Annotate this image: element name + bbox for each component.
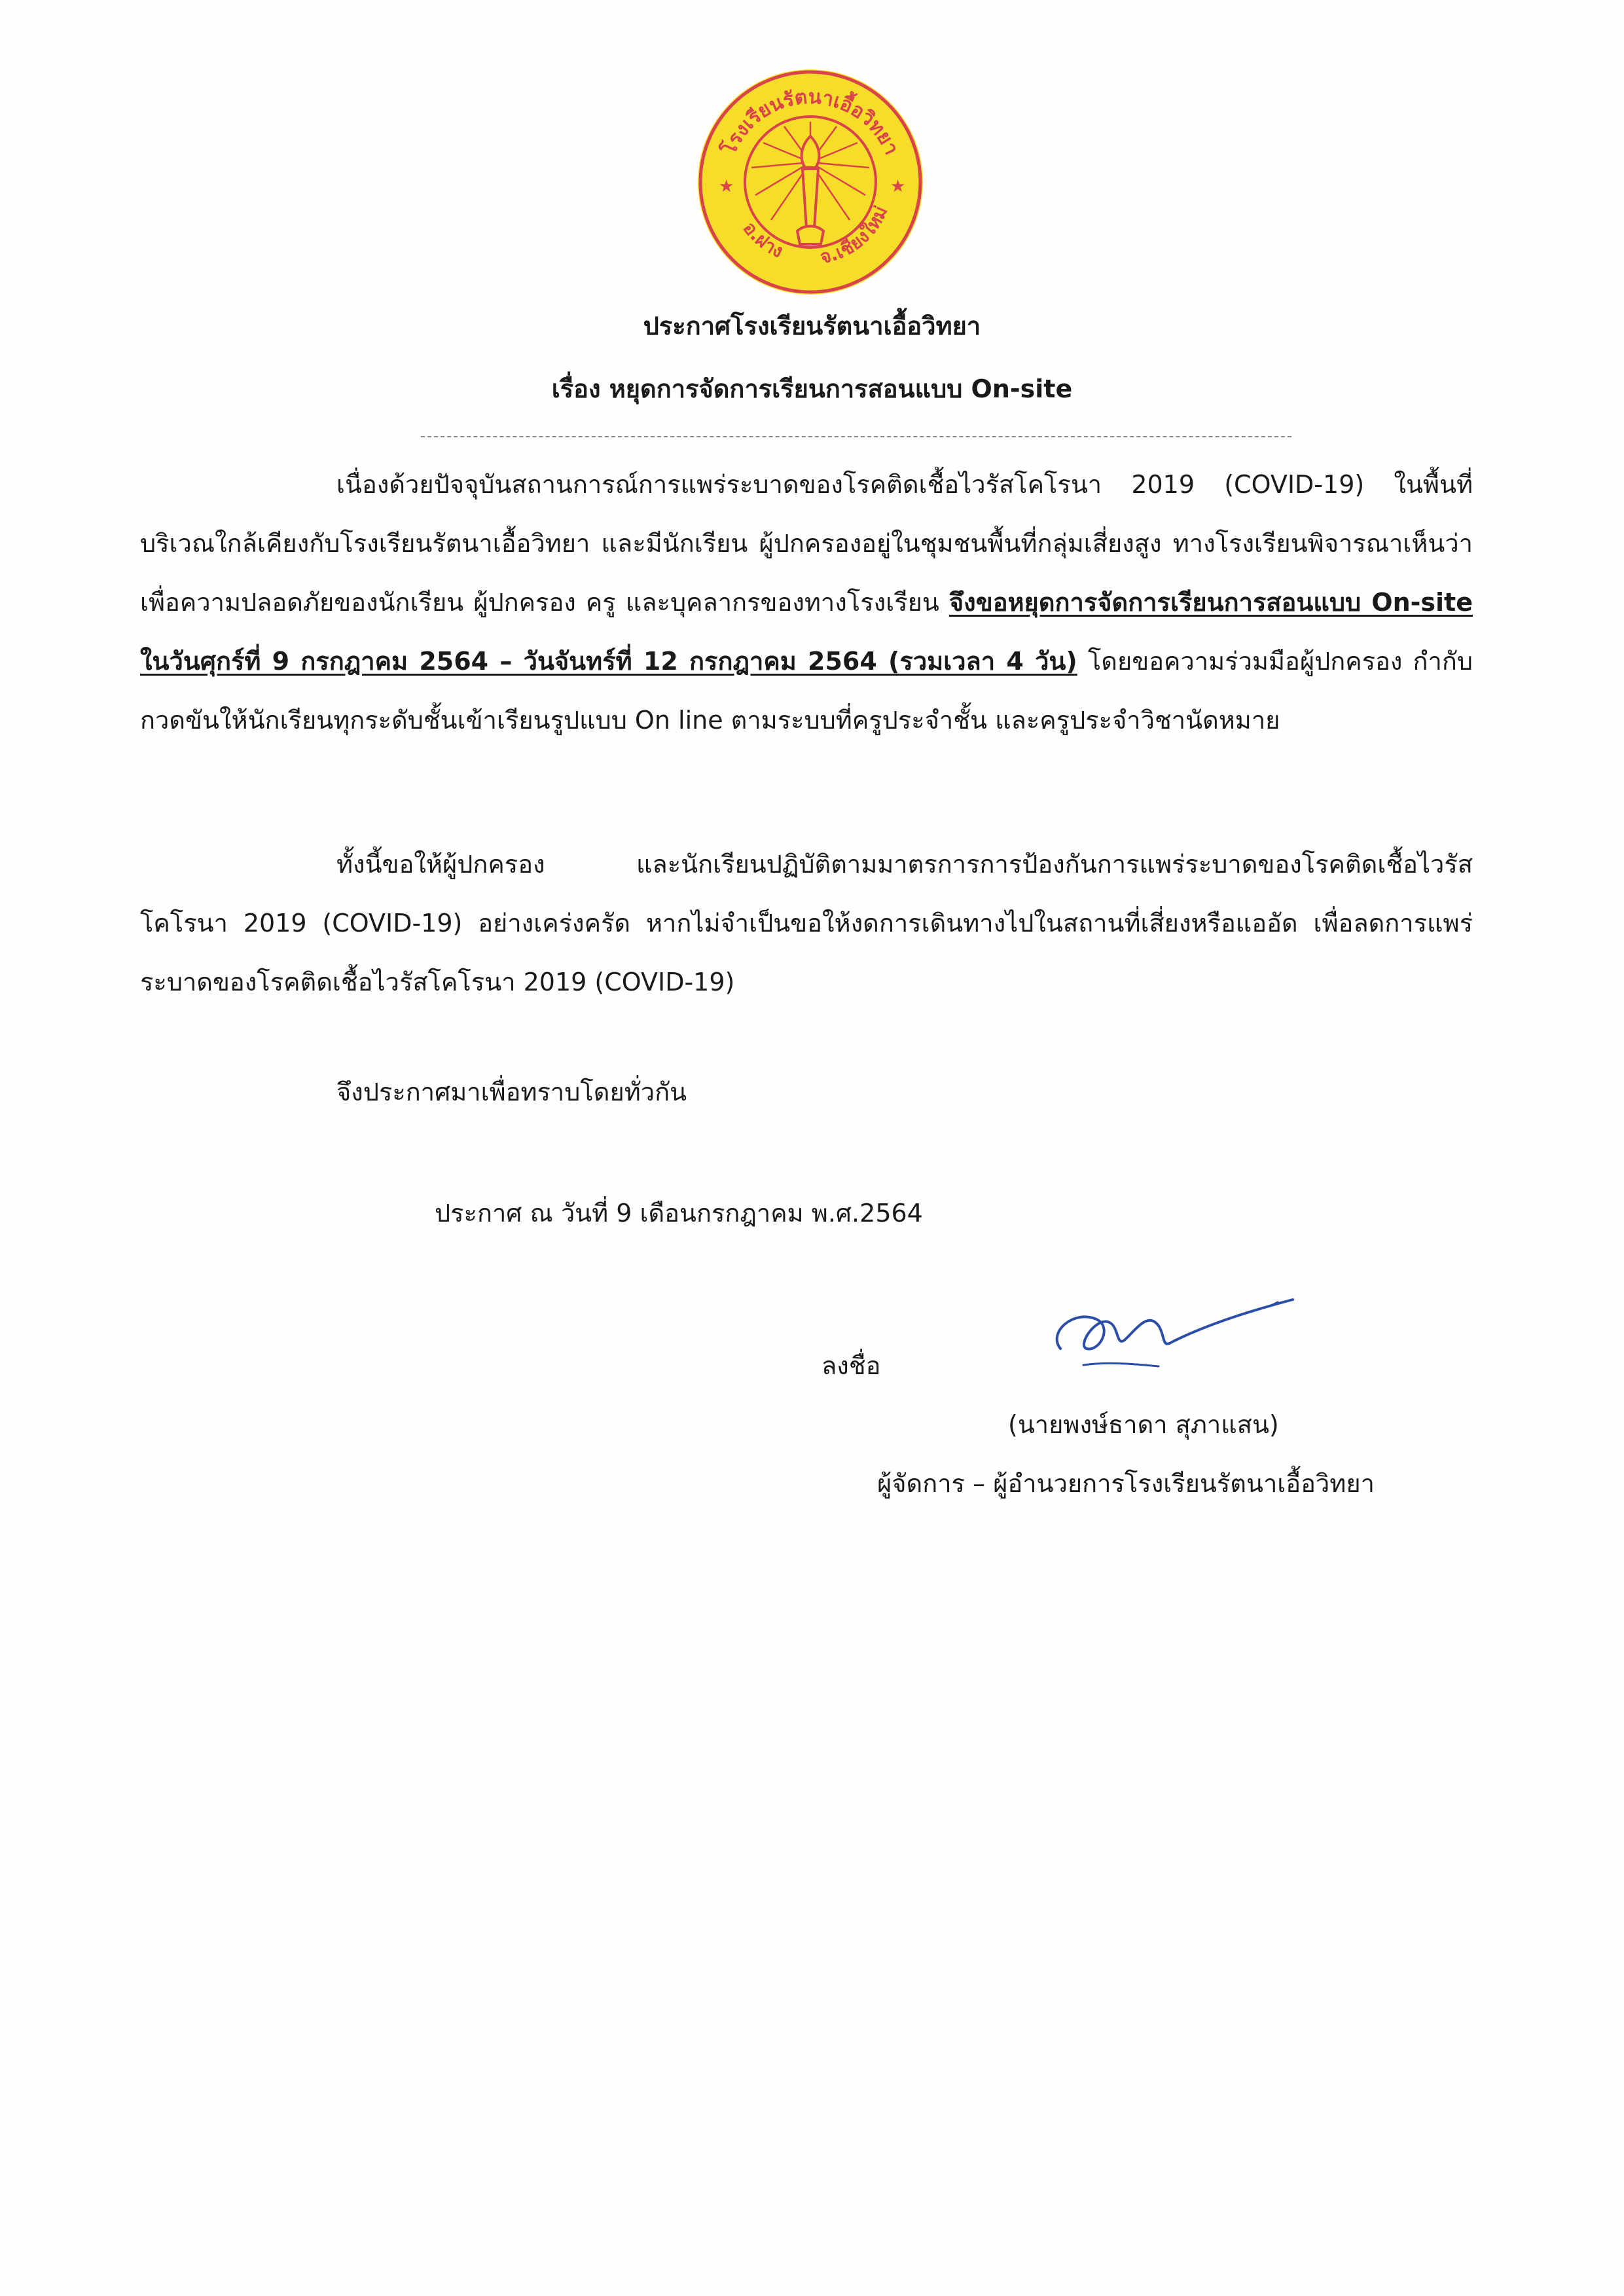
handwritten-signature xyxy=(1034,1286,1309,1385)
body-paragraph-2 xyxy=(140,835,1473,1011)
para1-text-after: โดยขอความร่วมมือผู้ปกครอง กำกับ กวดขันให้นักเรียนทุกระดับชั้นเข้าเรียนรูปแบบ On line ตามระบบที่ครูประจำชั้น และครูประจำวิชานัดหมาย xyxy=(140,647,1473,735)
seal-top-text: โรงเรียนรัตนาเอื้อวิทยา xyxy=(717,85,903,158)
seal-bottom-left-text: อ.ฝาง xyxy=(738,217,787,263)
announcement-date: ประกาศ ณ วันที่ 9 เดือนกรกฎาคม พ.ศ.2564 xyxy=(435,1199,923,1228)
sign-label: ลงชื่อ xyxy=(821,1351,881,1380)
svg-text:★: ★ xyxy=(890,177,906,196)
document-title: ประกาศโรงเรียนรัตนาเอื้อวิทยา xyxy=(643,312,981,340)
signer-name: (นายพงษ์ธาดา สุภาแสน) xyxy=(1008,1410,1279,1439)
seal-bottom-right-text: จ.เชียงใหม่ xyxy=(818,202,892,268)
closing-statement: จึงประกาศมาเพื่อทราบโดยทั่วกัน xyxy=(336,1078,687,1106)
para1-text-before: เนื่องด้วยปัจจุบันสถานการณ์การแพร่ระบาดของโรคติดเชื้อไวรัสโคโรนา 2019 (COVID-19) ในพื้นที่บริเวณใกล้เคียงกับโรงเรียนรัตนาเอื้อวิทยา และมีนักเรียน ผู้ปกครองอยู่ในชุมชนพื้นที่กลุ่มเสี่ยงสูง ทางโรงเรียนพิจารณาเห็นว่าเพื่อความปลอดภัยของนักเรียน ผู้ปกครอง ครู และบุคลากรของทางโรงเรียน xyxy=(140,470,1473,617)
header-divider xyxy=(421,436,1291,437)
svg-text:★: ★ xyxy=(719,177,734,196)
para1-emphasis: จึงขอหยุดการจัดการเรียนการสอนแบบ On-site ในวันศุกร์ที่ 9 กรกฎาคม 2564 – วันจันทร์ที่ 12 กรกฎาคม 2564 (รวมเวลา 4 วัน) xyxy=(140,588,1473,676)
body-paragraph-1 xyxy=(140,455,1473,750)
para2-text: ทั้งนี้ขอให้ผู้ปกครอง และนักเรียนปฏิบัติตามมาตรการการป้องกันการแพร่ระบาดของโรคติดเชื้อไวรัสโคโรนา 2019 (COVID-19) อย่างเคร่งครัด หากไม่จำเป็นขอให้งดการเดินทางไปในสถานที่เสี่ยงหรือแออัด เพื่อลดการแพร่ระบาดของโรคติดเชื้อไวรัสโคโรนา 2019 (COVID-19) xyxy=(140,850,1473,996)
school-seal-icon xyxy=(693,64,928,300)
document-subject: เรื่อง หยุดการจัดการเรียนการสอนแบบ On-site xyxy=(551,374,1073,403)
signer-position: ผู้จัดการ – ผู้อำนวยการโรงเรียนรัตนาเอื้อวิทยา xyxy=(877,1469,1375,1498)
